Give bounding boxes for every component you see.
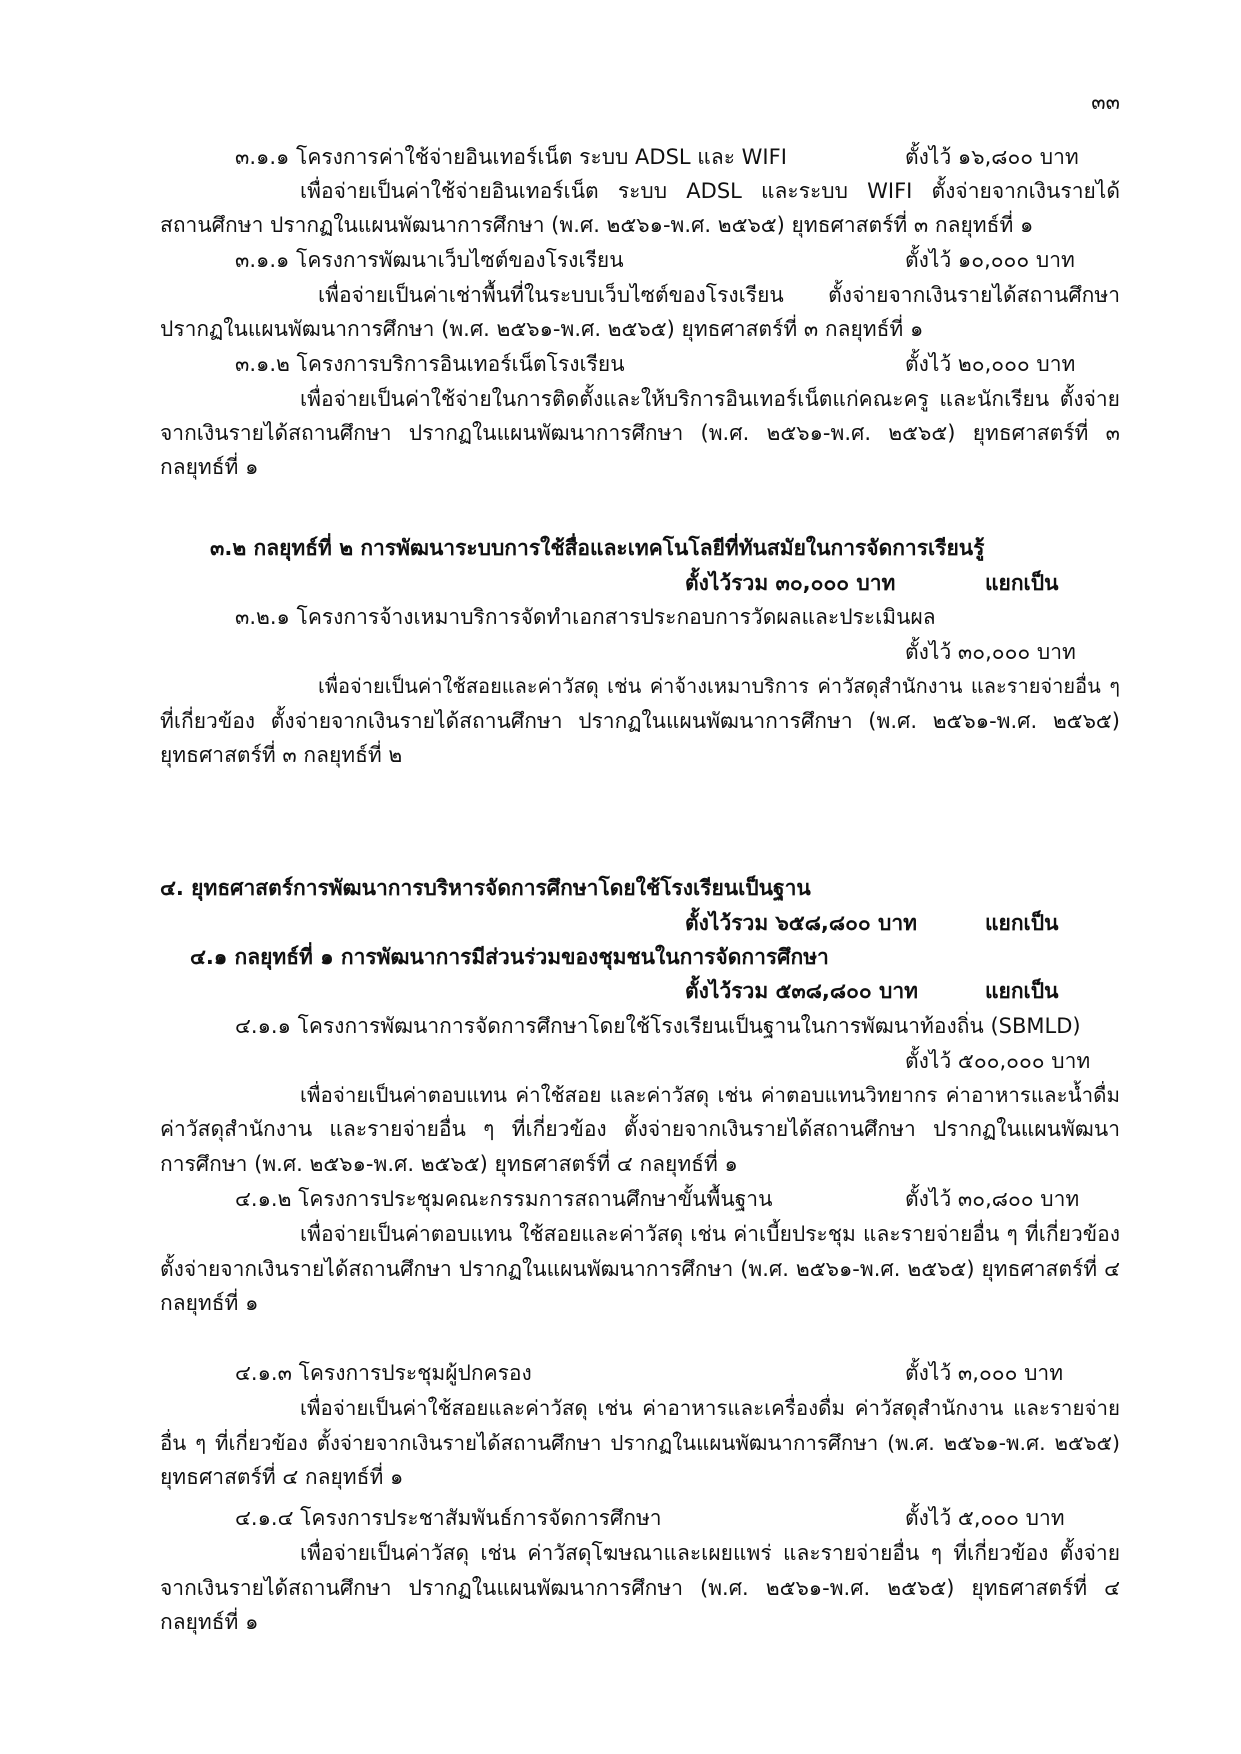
project-description: เพื่อจ่ายเป็นค่าวัสดุ เช่น ค่าวัสดุโฆษณาและเผยแพร่ และรายจ่ายอื่น ๆ ที่เกี่ยวข้อง ตั้งจ่าย	[300, 1541, 1120, 1565]
project-title: ๓.๑.๑ โครงการค่าใช้จ่ายอินเทอร์เน็ต ระบบ ADSL และ WIFI	[235, 145, 787, 169]
project-amount: ตั้งไว้ ๓๐,๘๐๐ บาท	[905, 1187, 1080, 1211]
project-description: กลยุทธ์ที่ ๑	[160, 1610, 259, 1634]
strategy-heading: ๔. ยุทธศาสตร์การพัฒนาการบริหารจัดการศึกษาโดยใช้โรงเรียนเป็นฐาน	[160, 876, 811, 900]
project-title: ๔.๑.๑ โครงการพัฒนาการจัดการศึกษาโดยใช้โรงเรียนเป็นฐานในการพัฒนาท้องถิ่น (SBMLD)	[235, 1014, 1081, 1038]
strategy-total: ตั้งไว้รวม ๓๐,๐๐๐ บาท	[685, 571, 896, 595]
project-description: เพื่อจ่ายเป็นค่าตอบแทน ค่าใช้สอย และค่าวัสดุ เช่น ค่าตอบแทนวิทยากร ค่าอาหารและน้ำดื่ม	[300, 1083, 1120, 1107]
project-amount: ตั้งไว้ ๑๐,๐๐๐ บาท	[905, 248, 1075, 272]
project-description: กลยุทธ์ที่ ๑	[160, 455, 259, 479]
page-number: ๓๓	[1091, 90, 1120, 114]
strategy-heading: ๔.๑ กลยุทธ์ที่ ๑ การพัฒนาการมีส่วนร่วมของชุมชนในการจัดการศึกษา	[190, 945, 829, 969]
project-title: ๓.๑.๑ โครงการพัฒนาเว็บไซต์ของโรงเรียน	[235, 248, 624, 272]
project-description: ปรากฏในแผนพัฒนาการศึกษา (พ.ศ. ๒๕๖๑-พ.ศ. ๒๕๖๕) ยุทธศาสตร์ที่ ๓ กลยุทธ์ที่ ๑	[160, 317, 924, 341]
project-title: ๓.๒.๑ โครงการจ้างเหมาบริการจัดทำเอกสารประกอบการวัดผลและประเมินผล	[235, 605, 936, 629]
project-description: เพื่อจ่ายเป็นค่าใช้จ่ายในการติดตั้งและให้บริการอินเทอร์เน็ตแก่คณะครู และนักเรียน ตั้งจ่าย	[300, 387, 1120, 411]
project-amount: ตั้งไว้ ๕๐๐,๐๐๐ บาท	[905, 1049, 1091, 1073]
project-amount: ตั้งไว้ ๒๐,๐๐๐ บาท	[905, 352, 1076, 376]
project-description: จากเงินรายได้สถานศึกษา ปรากฏในแผนพัฒนาการศึกษา (พ.ศ. ๒๕๖๑-พ.ศ. ๒๕๖๕) ยุทธศาสตร์ที่ ๔	[160, 1576, 1120, 1600]
strategy-heading: ๓.๒ กลยุทธ์ที่ ๒ การพัฒนาระบบการใช้สื่อและเทคโนโลยีที่ทันสมัยในการจัดการเรียนรู้	[210, 536, 985, 560]
project-description: ตั้งจ่ายจากเงินรายได้สถานศึกษา ปรากฏในแผนพัฒนาการศึกษา (พ.ศ. ๒๕๖๑-พ.ศ. ๒๕๖๕) ยุทธศาสตร์ที่ ๔	[160, 1257, 1120, 1281]
project-description: การศึกษา (พ.ศ. ๒๕๖๑-พ.ศ. ๒๕๖๕) ยุทธศาสตร์ที่ ๔ กลยุทธ์ที่ ๑	[160, 1152, 738, 1176]
project-description: สถานศึกษา ปรากฏในแผนพัฒนาการศึกษา (พ.ศ. ๒๕๖๑-พ.ศ. ๒๕๖๕) ยุทธศาสตร์ที่ ๓ กลยุทธ์ที่ ๑	[160, 213, 1034, 237]
project-description: กลยุทธ์ที่ ๑	[160, 1291, 259, 1315]
project-description: เพื่อจ่ายเป็นค่าเช่าพื้นที่ในระบบเว็บไซต์ของโรงเรียน ตั้งจ่ายจากเงินรายได้สถานศึกษา	[318, 283, 1120, 307]
project-amount: ตั้งไว้ ๓,๐๐๐ บาท	[905, 1361, 1064, 1385]
project-description: จากเงินรายได้สถานศึกษา ปรากฏในแผนพัฒนาการศึกษา (พ.ศ. ๒๕๖๑-พ.ศ. ๒๕๖๕) ยุทธศาสตร์ที่ ๓	[160, 421, 1120, 445]
project-description: ค่าวัสดุสำนักงาน และรายจ่ายอื่น ๆ ที่เกี่ยวข้อง ตั้งจ่ายจากเงินรายได้สถานศึกษา ปรากฏในแผนพัฒนา	[160, 1117, 1120, 1141]
project-title: ๓.๑.๒ โครงการบริการอินเทอร์เน็ตโรงเรียน	[235, 352, 625, 376]
project-description: ที่เกี่ยวข้อง ตั้งจ่ายจากเงินรายได้สถานศึกษา ปรากฏในแผนพัฒนาการศึกษา (พ.ศ. ๒๕๖๑-พ.ศ. ๒๕๖๕)	[160, 709, 1120, 733]
project-title: ๔.๑.๓ โครงการประชุมผู้ปกครอง	[235, 1361, 532, 1385]
project-amount: ตั้งไว้ ๑๖,๘๐๐ บาท	[905, 145, 1079, 169]
strategy-total: ตั้งไว้รวม ๖๕๘,๘๐๐ บาท	[685, 911, 917, 935]
strategy-split-label: แยกเป็น	[985, 911, 1059, 935]
project-description: ยุทธศาสตร์ที่ ๔ กลยุทธ์ที่ ๑	[160, 1465, 404, 1489]
project-title: ๔.๑.๔ โครงการประชาสัมพันธ์การจัดการศึกษา	[235, 1506, 662, 1530]
project-description: เพื่อจ่ายเป็นค่าใช้จ่ายอินเทอร์เน็ต ระบบ ADSL และระบบ WIFI ตั้งจ่ายจากเงินรายได้	[300, 179, 1120, 203]
project-title: ๔.๑.๒ โครงการประชุมคณะกรรมการสถานศึกษาขั้นพื้นฐาน	[235, 1187, 773, 1211]
project-amount: ตั้งไว้ ๕,๐๐๐ บาท	[905, 1506, 1065, 1530]
project-description: ยุทธศาสตร์ที่ ๓ กลยุทธ์ที่ ๒	[160, 743, 403, 767]
project-description: เพื่อจ่ายเป็นค่าใช้สอยและค่าวัสดุ เช่น ค่าอาหารและเครื่องดื่ม ค่าวัสดุสำนักงาน และรายจ่าย	[300, 1396, 1120, 1420]
project-description: เพื่อจ่ายเป็นค่าใช้สอยและค่าวัสดุ เช่น ค่าจ้างเหมาบริการ ค่าวัสดุสำนักงาน และรายจ่ายอื่น ๆ	[318, 674, 1120, 698]
strategy-split-label: แยกเป็น	[985, 571, 1059, 595]
strategy-total: ตั้งไว้รวม ๕๓๘,๘๐๐ บาท	[685, 979, 919, 1003]
project-description: เพื่อจ่ายเป็นค่าตอบแทน ใช้สอยและค่าวัสดุ เช่น ค่าเบี้ยประชุม และรายจ่ายอื่น ๆ ที่เกี่ยวข้อง	[300, 1222, 1120, 1246]
project-amount: ตั้งไว้ ๓๐,๐๐๐ บาท	[905, 640, 1076, 664]
strategy-split-label: แยกเป็น	[985, 979, 1059, 1003]
project-description: อื่น ๆ ที่เกี่ยวข้อง ตั้งจ่ายจากเงินรายได้สถานศึกษา ปรากฏในแผนพัฒนาการศึกษา (พ.ศ. ๒๕๖๑-พ.ศ. ๒๕๖๕)	[160, 1431, 1120, 1455]
